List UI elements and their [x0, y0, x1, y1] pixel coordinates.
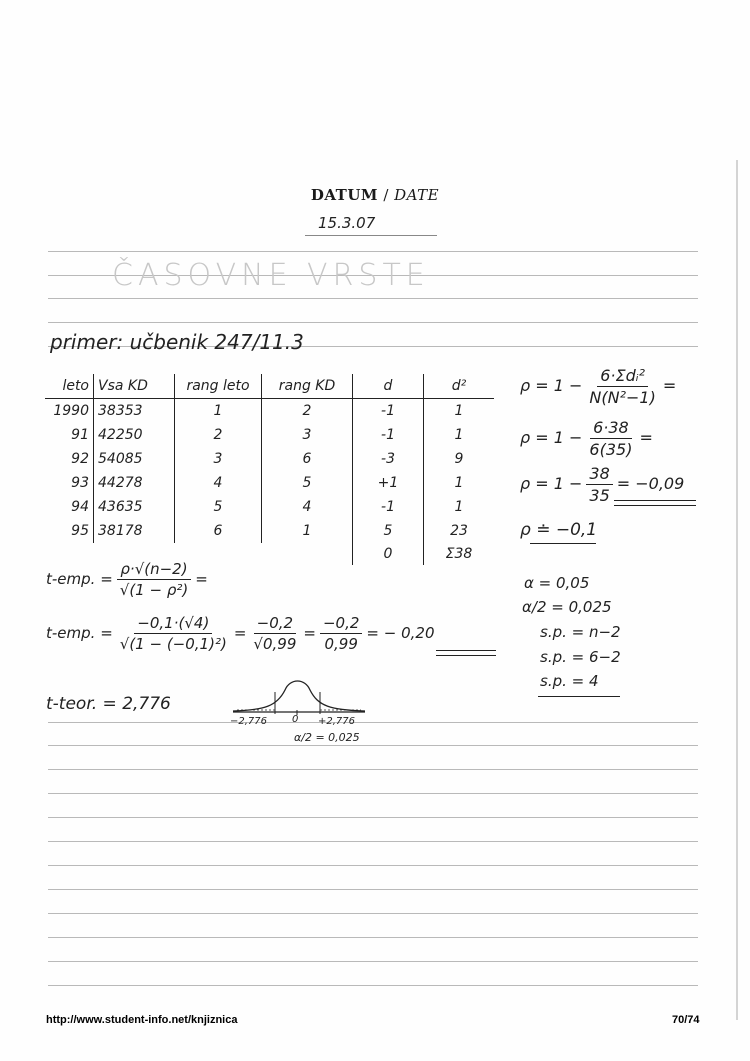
table-cell: 2 — [175, 423, 262, 447]
rho-formula-line-2: ρ = 1 − $\frac{6\cdot 38}{6(35)}$ = — [520, 418, 653, 459]
table-cell: 54085 — [94, 447, 175, 471]
header-cell: rang leto — [175, 374, 262, 399]
table-row — [45, 471, 494, 495]
t-emp-result: − 0,20 — [383, 624, 435, 642]
table-cell: 43635 — [94, 495, 175, 519]
result-underline — [614, 500, 696, 501]
page-title-faint: ČASOVNE VRSTE — [112, 258, 430, 293]
rho-formula-line-3: ρ = 1 − $\frac{38}{35}$ = −0,09 — [520, 464, 685, 505]
table-cell: 23 — [450, 523, 468, 539]
table-cell: 91 — [45, 423, 94, 447]
table-cell: -3 — [353, 447, 424, 471]
table-cell: 38178 — [94, 519, 175, 543]
result-underline — [436, 655, 496, 656]
table-cell: 1990 — [45, 399, 94, 424]
table-row — [45, 399, 494, 424]
table-cell: 1 — [175, 399, 262, 424]
ruled-line — [48, 985, 698, 986]
table-cell: 95 — [45, 519, 94, 543]
table-cell: 6 — [175, 519, 262, 543]
ruled-line — [48, 841, 698, 842]
table-cell: +1 — [353, 471, 424, 495]
table-cell: 1 — [262, 519, 353, 543]
date-value: 15.3.07 — [318, 214, 376, 232]
table-row — [45, 447, 494, 471]
table-cell: 92 — [45, 447, 94, 471]
footer-page-number: 70/74 — [672, 1014, 700, 1026]
page-header — [0, 186, 750, 204]
degrees-of-freedom-formula: s.p. = n−2 — [540, 623, 621, 641]
table-cell: 3 — [262, 423, 353, 447]
result-underline — [436, 650, 496, 651]
table-cell: 38353 — [94, 399, 175, 424]
table-cell: -1 — [353, 423, 424, 447]
result-underline — [530, 543, 596, 544]
table-cell: -1 — [353, 495, 424, 519]
table-header-row — [45, 374, 494, 399]
curve-zero: 0 — [292, 714, 299, 725]
t-teor-value: t-teor. = 2,776 — [46, 694, 171, 714]
table-cell: 42250 — [94, 423, 175, 447]
example-reference: primer: učbenik 247/11.3 — [50, 330, 304, 354]
curve-left-critical: −2,776 — [230, 716, 268, 727]
table-cell: 4 — [262, 495, 353, 519]
ruled-line — [48, 793, 698, 794]
alpha-value: α = 0,05 — [524, 574, 590, 592]
ruled-line — [48, 937, 698, 938]
table-cell: 5 — [353, 519, 424, 543]
ruled-line — [48, 251, 698, 252]
page-edge — [736, 160, 738, 1020]
rank-table — [45, 374, 494, 565]
datum-label: DATUM — [310, 186, 379, 204]
table-cell: 93 — [45, 471, 94, 495]
ruled-line — [48, 889, 698, 890]
curve-alpha-half: α/2 = 0,025 — [294, 731, 360, 744]
ruled-line — [48, 769, 698, 770]
table-cell: -1 — [353, 399, 424, 424]
ruled-line — [48, 817, 698, 818]
header-cell: Vsa KD — [94, 374, 175, 399]
sum-d: 0 — [353, 543, 424, 565]
table-cell: 4 — [175, 471, 262, 495]
table-cell: 9 — [454, 451, 464, 467]
ruled-line — [48, 913, 698, 914]
ruled-line — [48, 298, 698, 299]
date-underline — [305, 235, 437, 236]
table-cell: 5 — [262, 471, 353, 495]
table-row — [45, 495, 494, 519]
table-cell: 2 — [262, 399, 353, 424]
ruled-line — [48, 745, 698, 746]
ruled-line — [48, 865, 698, 866]
result-underline — [538, 696, 620, 697]
table-cell: 94 — [45, 495, 94, 519]
header-cell: d — [353, 374, 424, 399]
table-cell: 1 — [454, 475, 464, 491]
alpha-half-value: α/2 = 0,025 — [522, 598, 612, 616]
date-label: DATE — [394, 186, 440, 204]
table-cell: 1 — [454, 499, 464, 515]
curve-right-critical: +2,776 — [318, 716, 356, 727]
ruled-line — [48, 961, 698, 962]
degrees-of-freedom-substitution: s.p. = 6−2 — [540, 648, 621, 666]
header-cell: rang KD — [262, 374, 353, 399]
sum-d-squared: Σ38 — [445, 546, 473, 562]
table-cell: 3 — [175, 447, 262, 471]
t-distribution-curve — [225, 672, 375, 720]
t-emp-calculation: t-emp. = $\frac{-0,1\cdot(√4)}{\text{√(1 − (−0,1)²)}}$ = $\frac{-0,2}{√0,99}$ = $\frac{-0,2}{0,99}$ = − 0,20 — [46, 614, 435, 653]
table-cell: 6 — [262, 447, 353, 471]
header-cell: leto — [45, 374, 94, 399]
rho-formula-line-1: ρ = 1 − $\frac{\text{6·Σdᵢ²}}{\text{N(N²−1)}}$ = — [520, 366, 677, 407]
ruled-line — [48, 322, 698, 323]
degrees-of-freedom-result: s.p. = 4 — [540, 672, 599, 690]
header-cell: d² — [424, 374, 495, 399]
header-separator: / — [378, 186, 395, 204]
table-cell: 5 — [175, 495, 262, 519]
footer-url: http://www.student-info.net/knjiznica — [46, 1014, 238, 1026]
table-cell: 1 — [454, 427, 464, 443]
table-row — [45, 519, 494, 543]
t-emp-formula: t-emp. = $\frac{\rho\cdot√(n-2)}{\text{√(1 − ρ²)}}$ = — [46, 560, 208, 599]
rho-result: ρ ≐ −0,1 — [520, 520, 598, 540]
table-cell: 44278 — [94, 471, 175, 495]
ruled-line — [48, 722, 698, 723]
result-underline — [614, 505, 696, 506]
table-cell: 1 — [454, 403, 464, 419]
table-row — [45, 423, 494, 447]
